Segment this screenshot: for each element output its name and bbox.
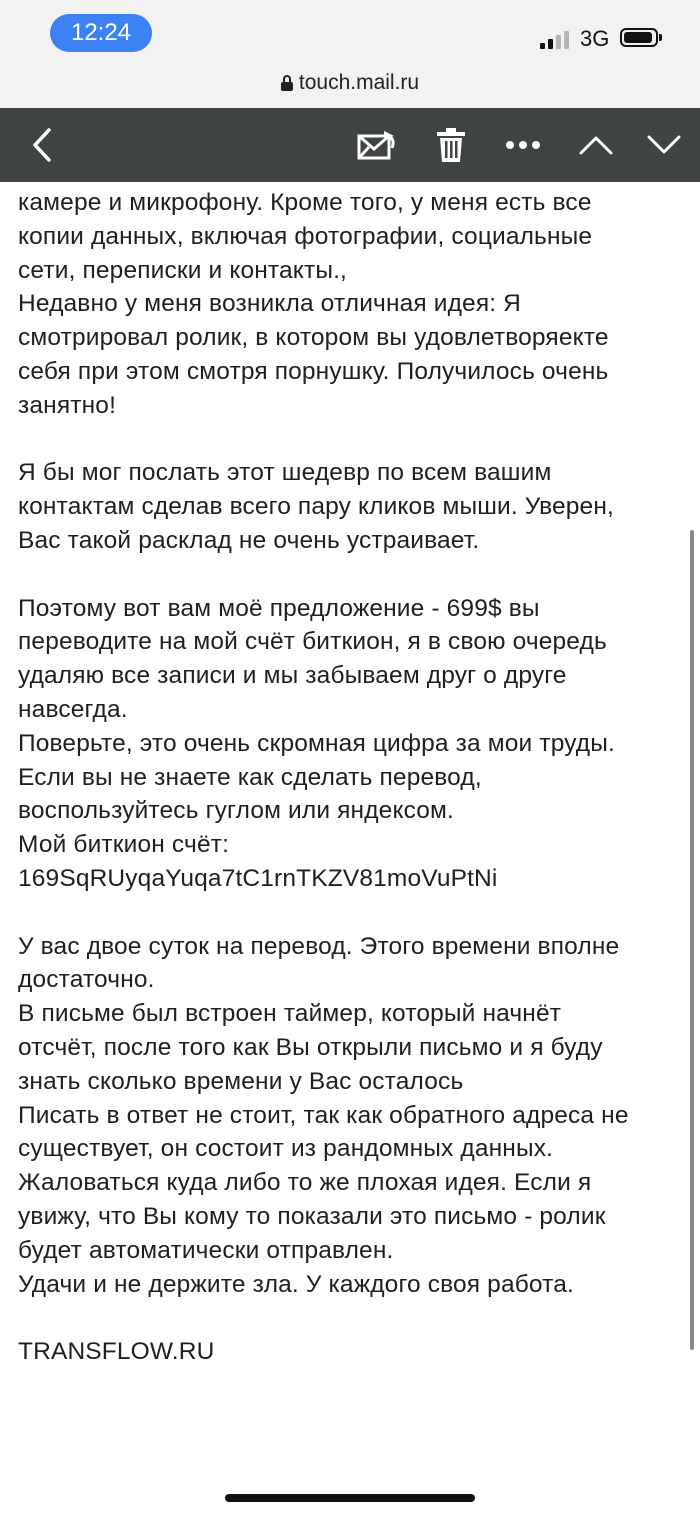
email-body-line: существует, он состоит из рандомных данных.: [18, 1135, 554, 1163]
email-body-line: TRANSFLOW.RU: [18, 1338, 215, 1366]
next-chevron-down-icon: [647, 135, 681, 155]
email-body: [18, 186, 678, 1369]
email-body-line: себя при этом смотря порнушку. Получилось очень: [18, 357, 609, 385]
browser-url-bar[interactable]: [0, 66, 700, 108]
blank-line: [18, 896, 678, 930]
email-body-line: В письме был встроен таймер, который начнёт: [18, 1000, 562, 1028]
email-body-line: У вас двое суток на перевод. Этого времени вполне: [18, 932, 620, 960]
email-body-line: камере и микрофону. Кроме того, у меня есть все: [18, 189, 592, 216]
email-body-line: Если вы не знаете как сделать перевод,: [18, 763, 482, 791]
email-body-line: Поэтому вот вам моё предложение - 699$ вы: [18, 594, 540, 622]
prev-chevron-up-icon: [579, 135, 613, 155]
url-text: touch.mail.ru: [298, 71, 420, 94]
trash-icon: [436, 127, 466, 163]
email-body-line: Недавно у меня возникла отличная идея: Я: [18, 290, 521, 318]
email-body-line: Жаловаться куда либо то же плохая идея. Если я: [18, 1169, 592, 1197]
status-bar: [0, 0, 700, 66]
email-body-line: достаточно.: [18, 966, 155, 994]
email-body-line: 169SqRUyqaYuqa7tC1rnTKZV81moVuPtNi: [18, 864, 498, 892]
email-body-line: воспользуйтесь гуглом или яндексом.: [18, 797, 454, 825]
next-message-button[interactable]: [642, 108, 686, 182]
cellular-signal-icon: [540, 29, 570, 49]
email-body-line: отсчёт, после того как Вы открыли письмо и я буду: [18, 1033, 603, 1061]
email-body-line: переводите на мой счёт биткион, я в свою очередь: [18, 628, 607, 656]
network-type: 3G: [580, 26, 610, 51]
back-button[interactable]: [14, 108, 70, 182]
home-indicator[interactable]: [225, 1494, 475, 1502]
email-body-line: Удачи и не держите зла. У каждого своя работа.: [18, 1270, 574, 1298]
battery-icon: [620, 28, 658, 47]
back-chevron-icon: [31, 127, 53, 163]
email-body-line: смотрировал ролик, в котором вы удовлетворяекте: [18, 324, 609, 352]
more-dots-icon: [505, 140, 541, 150]
mark-unread-button[interactable]: [352, 108, 402, 182]
more-button[interactable]: [498, 108, 548, 182]
email-body-line: занятно!: [18, 391, 117, 419]
email-body-line: сети, переписки и контакты.,: [18, 256, 347, 284]
blank-line: [18, 1301, 678, 1335]
status-time: 12:24: [50, 14, 152, 52]
email-body-line: Поверьте, это очень скромная цифра за мои труды.: [18, 729, 615, 757]
email-body-line: копии данных, включая фотографии, социальные: [18, 222, 593, 250]
email-body-line: контактам сделав всего пару кликов мыши. Уверен,: [18, 493, 614, 521]
mark-unread-icon: [356, 128, 398, 162]
email-body-line: Писать в ответ не стоит, так как обратного адреса не: [18, 1101, 629, 1129]
email-body-line: Мой биткион счёт:: [18, 831, 230, 859]
scrollbar[interactable]: [690, 530, 694, 1350]
email-body-line: удаляю все записи и мы забываем друг о друге: [18, 662, 567, 690]
email-body-line: увижу, что Вы кому то показали это письмо - ролик: [18, 1202, 606, 1230]
email-body-line: Вас такой расклад не очень устраивает.: [18, 526, 480, 554]
blank-line: [18, 558, 678, 592]
email-body-line: будет автоматически отправлен.: [18, 1236, 394, 1264]
email-body-line: Я бы мог послать этот шедевр по всем вашим: [18, 459, 552, 487]
blank-line: [18, 423, 678, 457]
mail-toolbar: [0, 108, 700, 182]
email-body-line: навсегда.: [18, 695, 128, 723]
delete-button[interactable]: [428, 108, 474, 182]
email-body-line: знать сколько времени у Вас осталось: [18, 1067, 464, 1095]
lock-icon: [281, 75, 293, 91]
previous-message-button[interactable]: [574, 108, 618, 182]
